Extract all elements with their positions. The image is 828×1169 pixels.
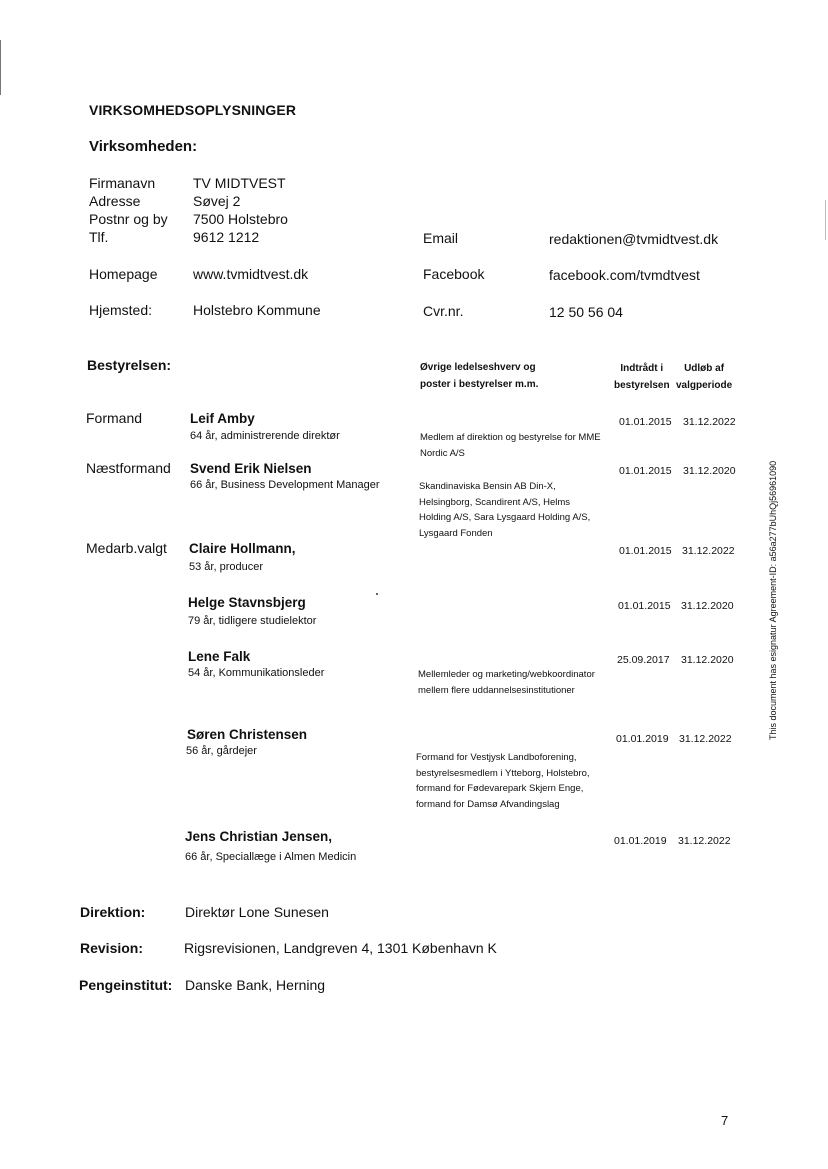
member-name: Leif Amby bbox=[190, 411, 255, 426]
homepage-value: www.tvmidtvest.dk bbox=[193, 266, 309, 282]
member-expiry-date: 31.12.2022 bbox=[682, 545, 735, 557]
col-other-header bbox=[420, 359, 538, 393]
col-joined-header bbox=[614, 360, 670, 394]
member-name: Jens Christian Jensen, bbox=[185, 829, 333, 844]
firmanavn-label: Firmanavn bbox=[89, 175, 156, 191]
member-name: Helge Stavnsbjerg bbox=[188, 595, 306, 610]
facebook-value: facebook.com/tvmdtvest bbox=[549, 267, 700, 283]
member-name: Lene Falk bbox=[188, 649, 251, 664]
member-other-roles: Mellemleder og marketing/webkoordinator mellem flere uddannelsesinstitutioner bbox=[418, 669, 595, 696]
member-name: Svend Erik Nielsen bbox=[190, 461, 312, 476]
member-expiry-date: 31.12.2022 bbox=[679, 733, 732, 745]
board-section-heading: Bestyrelsen: bbox=[87, 357, 172, 373]
member-desc: 56 år, gårdejer bbox=[186, 745, 257, 757]
hjemsted-value: Holstebro Kommune bbox=[193, 302, 321, 318]
col-joined-header-line2: bestyrelsen bbox=[614, 380, 670, 391]
tlf-value: 9612 1212 bbox=[193, 229, 260, 245]
cvr-value: 12 50 56 04 bbox=[549, 304, 623, 320]
member-other-roles: Medlem af direktion og bestyrelse for MME Nordic A/S bbox=[420, 432, 601, 459]
member-joined-date: 01.01.2019 bbox=[616, 733, 669, 745]
member-joined-date: 01.01.2019 bbox=[614, 835, 667, 847]
member-name: Claire Hollmann, bbox=[189, 541, 296, 556]
member-joined-date: 25.09.2017 bbox=[617, 654, 670, 666]
homepage-label: Homepage bbox=[89, 266, 158, 282]
company-section-heading: Virksomheden: bbox=[89, 138, 198, 155]
adresse-value: Søvej 2 bbox=[193, 193, 241, 209]
member-joined-date: 01.01.2015 bbox=[619, 416, 672, 428]
postnr-label: Postnr og by bbox=[89, 211, 168, 227]
col-other-header-line2: poster i bestyrelser m.m. bbox=[420, 379, 539, 390]
col-joined-header-line1: Indtrådt i bbox=[620, 363, 664, 374]
member-desc: 79 år, tidligere studielektor bbox=[188, 615, 317, 627]
hjemsted-label: Hjemsted: bbox=[89, 302, 153, 318]
revision-value: Rigsrevisionen, Landgreven 4, 1301 København K bbox=[184, 940, 497, 956]
revision-label: Revision: bbox=[80, 940, 144, 956]
member-desc: 66 år, Speciallæge i Almen Medicin bbox=[185, 851, 357, 863]
firmanavn-value: TV MIDTVEST bbox=[193, 175, 286, 191]
member-expiry-date: 31.12.2020 bbox=[681, 600, 734, 612]
col-expiry-header bbox=[676, 360, 732, 394]
page-number: 7 bbox=[721, 1113, 729, 1128]
tlf-label: Tlf. bbox=[89, 229, 109, 245]
facebook-label: Facebook bbox=[423, 266, 485, 282]
scan-edge-mark bbox=[0, 40, 1, 95]
member-joined-date: 01.01.2015 bbox=[619, 545, 672, 557]
cvr-label: Cvr.nr. bbox=[423, 303, 464, 319]
scan-speck bbox=[376, 593, 378, 595]
member-role: Medarb.valgt bbox=[86, 540, 167, 556]
pengeinstitut-label: Pengeinstitut: bbox=[79, 977, 173, 993]
member-joined-date: 01.01.2015 bbox=[618, 600, 671, 612]
member-desc: 53 år, producer bbox=[189, 561, 263, 573]
email-value: redaktionen@tvmidtvest.dk bbox=[549, 231, 719, 247]
member-desc: 66 år, Business Development Manager bbox=[190, 479, 380, 491]
member-desc: 64 år, administrerende direktør bbox=[190, 430, 340, 442]
scan-edge-mark bbox=[825, 200, 826, 240]
member-desc: 54 år, Kommunikationsleder bbox=[188, 667, 325, 679]
esignatur-side-note: This document has esignatur Agreement-ID: a56a277bUhQj56961090 bbox=[768, 460, 778, 740]
member-expiry-date: 31.12.2022 bbox=[683, 416, 736, 428]
member-role: Formand bbox=[86, 410, 143, 426]
page-title: VIRKSOMHEDSOPLYSNINGER bbox=[89, 102, 297, 118]
col-expiry-header-line2: valgperiode bbox=[676, 380, 733, 391]
direktion-label: Direktion: bbox=[80, 904, 146, 920]
member-expiry-date: 31.12.2020 bbox=[683, 465, 736, 477]
pengeinstitut-value: Danske Bank, Herning bbox=[185, 977, 326, 993]
member-role: Næstformand bbox=[86, 460, 171, 476]
col-other-header-line1: Øvrige ledelseshverv og bbox=[420, 362, 536, 373]
direktion-value: Direktør Lone Sunesen bbox=[185, 904, 329, 920]
member-joined-date: 01.01.2015 bbox=[619, 465, 672, 477]
member-other-roles: Formand for Vestjysk Landboforening, bestyrelsesmedlem i Ytteborg, Holstebro, formand for Fødevarepark Skjern Enge, formand for Damsø Afvandingslag bbox=[416, 752, 590, 810]
adresse-label: Adresse bbox=[89, 193, 141, 209]
member-other-roles: Skandinaviska Bensin AB Din-X, Helsingborg, Scandirent A/S, Helms Holding A/S, Sara Lysgaard Holding A/S, Lysgaard Fonden bbox=[419, 481, 591, 539]
member-expiry-date: 31.12.2020 bbox=[681, 654, 734, 666]
col-expiry-header-line1: Udløb af bbox=[684, 363, 725, 374]
member-expiry-date: 31.12.2022 bbox=[678, 835, 731, 847]
postnr-value: 7500 Holstebro bbox=[193, 211, 288, 227]
member-name: Søren Christensen bbox=[187, 727, 308, 742]
email-label: Email bbox=[423, 230, 459, 246]
